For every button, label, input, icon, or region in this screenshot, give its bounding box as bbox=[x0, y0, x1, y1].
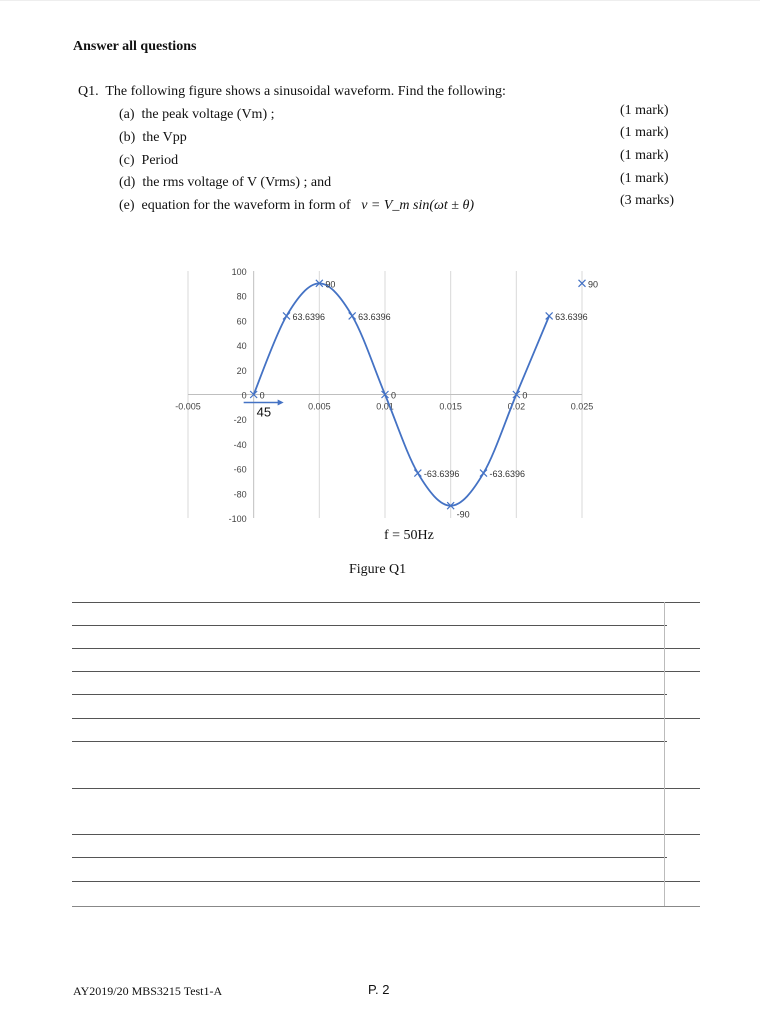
marks-part-c: (1 mark) bbox=[620, 148, 669, 163]
frequency-label: f = 50Hz bbox=[384, 528, 434, 543]
data-point-label: 0 bbox=[522, 390, 528, 401]
marks-part-e: (3 marks) bbox=[620, 193, 675, 208]
page-top-border bbox=[0, 0, 760, 1]
part-label: (a) bbox=[119, 107, 135, 122]
figure-caption: Figure Q1 bbox=[349, 562, 407, 577]
part-text: equation for the waveform in form of bbox=[141, 198, 351, 213]
data-point-label: 63.6396 bbox=[555, 311, 588, 322]
question-number: Q1. bbox=[78, 84, 99, 99]
marks-part-a: (1 mark) bbox=[620, 103, 669, 118]
footer-course: AY2019/20 MBS3215 Test1-A bbox=[73, 984, 223, 998]
answer-line bbox=[72, 741, 667, 742]
y-tick-label: -100 bbox=[228, 514, 247, 524]
annotation-arrow-head bbox=[278, 400, 284, 406]
answer-line bbox=[72, 857, 667, 858]
data-point-label: 0 bbox=[391, 390, 397, 401]
answer-margin-line bbox=[664, 602, 665, 906]
question-part-a bbox=[119, 107, 275, 123]
question-text: The following figure shows a sinusoidal waveform. Find the following: bbox=[105, 84, 506, 99]
x-tick-label: 0.025 bbox=[570, 401, 594, 412]
data-point-marker bbox=[349, 312, 356, 319]
x-tick-label: 0.005 bbox=[308, 401, 331, 412]
y-tick-label: 20 bbox=[236, 365, 247, 376]
answer-line bbox=[72, 625, 667, 626]
data-point-label: 63.6396 bbox=[358, 311, 391, 322]
answer-line bbox=[72, 881, 700, 882]
part-label: (b) bbox=[119, 130, 136, 145]
part-text: the Vpp bbox=[142, 130, 187, 145]
part-label: (e) bbox=[119, 198, 135, 213]
data-point-marker bbox=[283, 312, 290, 319]
data-point-marker bbox=[414, 470, 421, 477]
answer-line bbox=[72, 906, 700, 907]
marks-part-b: (1 mark) bbox=[620, 125, 669, 140]
answer-line bbox=[72, 648, 700, 649]
data-point-label: -63.6396 bbox=[423, 469, 460, 480]
question-part-b bbox=[119, 130, 187, 146]
question-title bbox=[78, 84, 506, 100]
y-tick-label: 0 bbox=[241, 390, 247, 401]
answer-line bbox=[72, 788, 700, 789]
x-tick-label: -0.005 bbox=[175, 401, 201, 412]
question-part-c bbox=[119, 153, 178, 169]
x-tick-label: 0.015 bbox=[439, 401, 462, 412]
x-tick-label: 0.01 bbox=[376, 401, 394, 412]
y-tick-label: -20 bbox=[233, 415, 247, 426]
part-text: Period bbox=[141, 153, 179, 168]
answer-area bbox=[72, 598, 700, 910]
sinusoidal-waveform-chart bbox=[160, 260, 610, 530]
answer-line bbox=[72, 694, 667, 695]
answer-line bbox=[72, 602, 700, 603]
y-tick-label: -80 bbox=[233, 489, 247, 500]
data-point-label: 90 bbox=[588, 279, 599, 290]
data-point-label: -63.6396 bbox=[489, 469, 526, 480]
part-text: the peak voltage (Vm) ; bbox=[141, 107, 275, 122]
answer-line bbox=[72, 834, 700, 835]
marks-part-d: (1 mark) bbox=[620, 171, 669, 186]
data-point-label: 90 bbox=[325, 279, 336, 290]
x-tick-label: 0.02 bbox=[507, 401, 526, 412]
part-text: the rms voltage of V (Vrms) ; and bbox=[142, 175, 332, 190]
footer-page-number: P. 2 bbox=[368, 982, 390, 997]
question-part-e bbox=[119, 198, 474, 214]
data-point-label: 63.6396 bbox=[292, 311, 326, 322]
instructions-heading: Answer all questions bbox=[73, 39, 197, 54]
y-tick-label: -40 bbox=[233, 439, 247, 450]
y-tick-label: 80 bbox=[236, 291, 247, 302]
answer-line bbox=[72, 671, 700, 672]
data-point-marker bbox=[546, 312, 553, 319]
data-point-label: 0 bbox=[259, 390, 265, 401]
part-label: (c) bbox=[119, 153, 135, 168]
y-tick-label: 40 bbox=[236, 341, 247, 352]
angle-annotation: 45 bbox=[256, 404, 272, 420]
part-label: (d) bbox=[119, 175, 136, 190]
y-tick-label: 60 bbox=[236, 316, 247, 327]
answer-line bbox=[72, 718, 700, 719]
y-tick-label: 100 bbox=[231, 267, 247, 277]
waveform-formula: v = V_m sin(ωt ± θ) bbox=[361, 198, 475, 213]
question-part-d bbox=[119, 175, 331, 191]
data-point-label: -90 bbox=[456, 509, 470, 520]
y-tick-label: -60 bbox=[233, 464, 247, 475]
data-point-marker bbox=[480, 470, 487, 477]
